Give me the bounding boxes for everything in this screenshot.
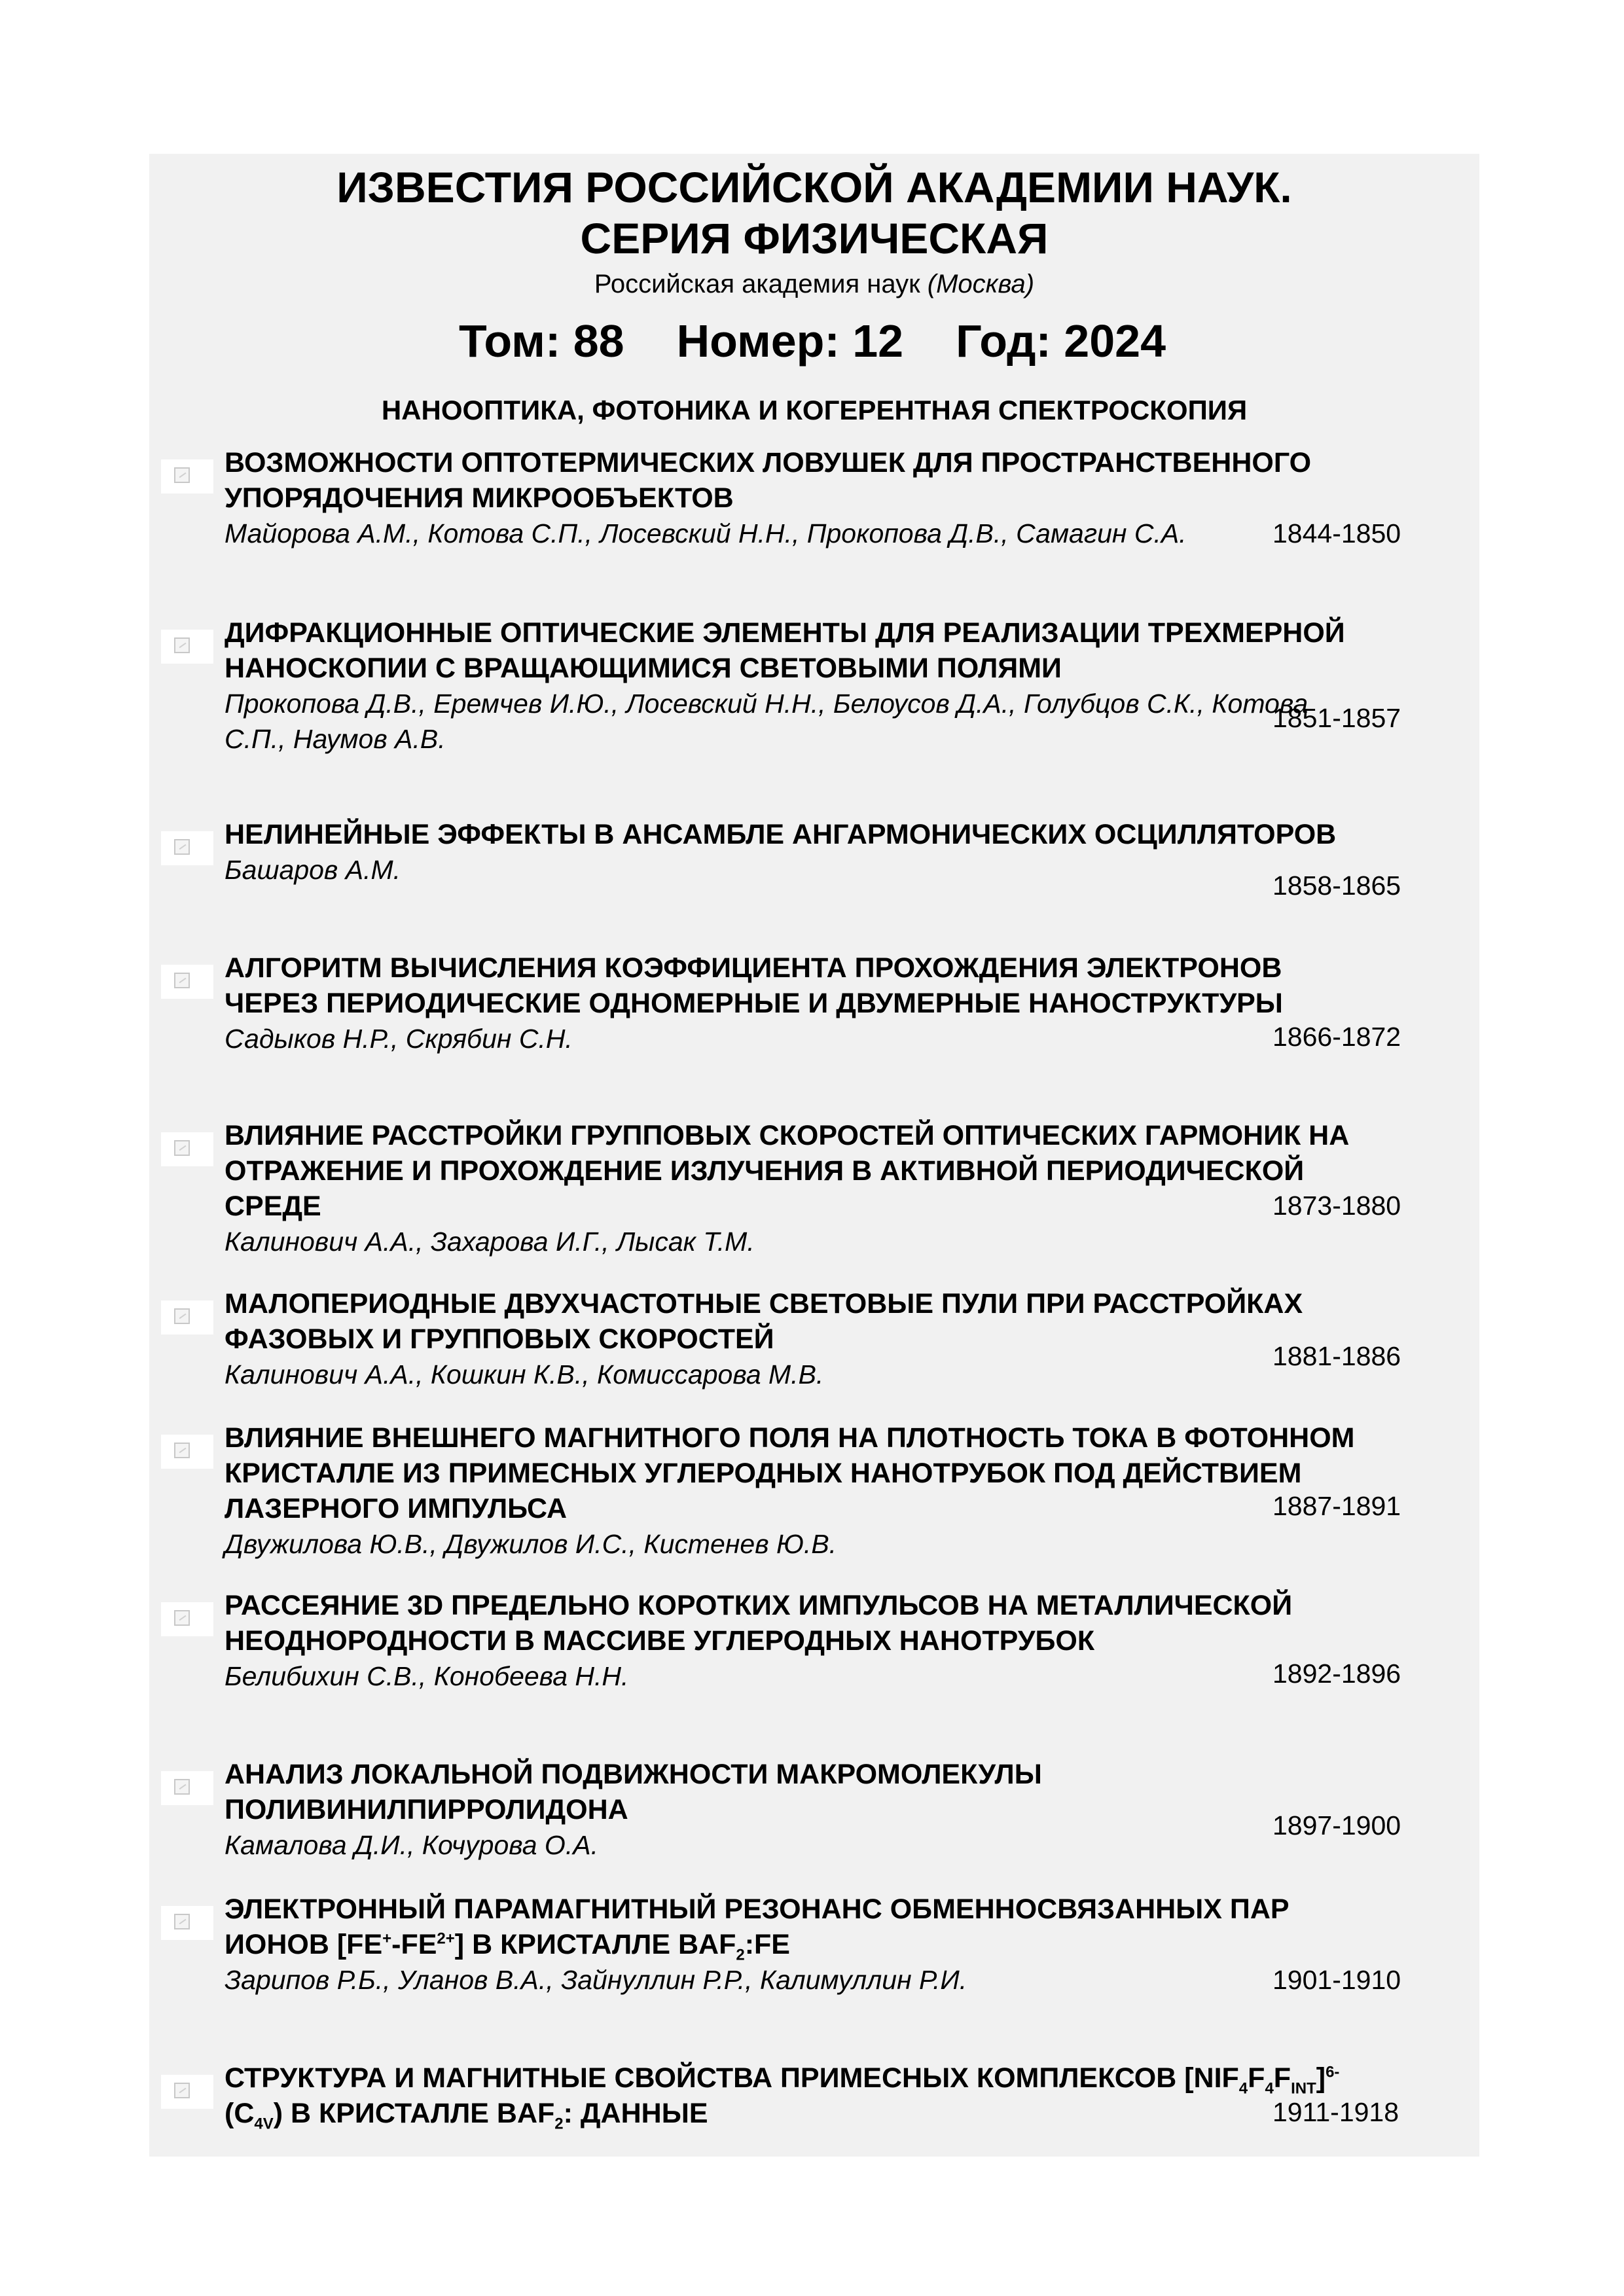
title-text: (C [225, 2098, 255, 2129]
publisher [149, 268, 1479, 300]
journal-title-line-1: ИЗВЕСТИЯ РОССИЙСКОЙ АКАДЕМИИ НАУК. [336, 163, 1292, 211]
article-title[interactable]: ВОЗМОЖНОСТИ ОПТОТЕРМИЧЕСКИХ ЛОВУШЕК ДЛЯ ПРОСТРАНСТВЕННОГО УПОРЯДОЧЕНИЯ МИКРООБЪЕКТОВ [225, 447, 1312, 514]
article-entry [225, 445, 1370, 551]
checkbox-icon [174, 2083, 190, 2098]
article-pages: 1901-1910 [1272, 1965, 1401, 1995]
title-text: F [1248, 2062, 1265, 2094]
article-checkbox[interactable] [161, 1906, 213, 1940]
title-superscript: 2+ [437, 1929, 455, 1948]
article-authors: Садыков Н.Р., Скрябин С.Н. [225, 1024, 573, 1054]
checkbox-icon [174, 1443, 190, 1458]
publisher-city: (Москва) [927, 270, 1035, 298]
checkbox-icon [174, 839, 190, 855]
article-pages: 1866-1872 [1272, 1022, 1401, 1052]
article-pages: 1844-1850 [1272, 518, 1401, 548]
article-authors: Башаров А.М. [225, 855, 401, 885]
article-title[interactable] [225, 2060, 1370, 2131]
journal-title-line-2: СЕРИЯ ФИЗИЧЕСКАЯ [580, 214, 1049, 262]
article-item [149, 445, 1479, 596]
article-title[interactable]: ДИФРАКЦИОННЫЕ ОПТИЧЕСКИЕ ЭЛЕМЕНТЫ ДЛЯ РЕАЛИЗАЦИИ ТРЕХМЕРНОЙ НАНОСКОПИИ С ВРАЩАЮЩИМИСЯ СВЕТОВЫМИ ПОЛЯМИ [225, 617, 1345, 684]
article-pages: 1897-1900 [1272, 1810, 1401, 1840]
checkbox-icon [174, 1308, 190, 1324]
title-text: F [1273, 2062, 1291, 2094]
issue-year: Год: 2024 [956, 315, 1166, 367]
checkbox-icon [174, 637, 190, 653]
article-authors: Камалова Д.И., Кочурова О.А. [225, 1830, 598, 1860]
article-entry [225, 1118, 1370, 1259]
article-authors: Калинович А.А., Кошкин К.В., Комиссарова М.В. [225, 1359, 824, 1390]
title-subscript: 2 [736, 1946, 745, 1964]
article-entry [225, 1420, 1370, 1562]
checkbox-icon [174, 973, 190, 988]
journal-title [149, 154, 1479, 264]
article-checkbox[interactable] [161, 2075, 213, 2109]
article-item [149, 615, 1479, 798]
volume: Том: 88 [458, 315, 624, 367]
article-checkbox[interactable] [161, 1300, 213, 1335]
article-checkbox[interactable] [161, 459, 213, 493]
checkbox-icon [174, 1779, 190, 1795]
article-entry [225, 950, 1370, 1056]
article-checkbox[interactable] [161, 965, 213, 999]
article-authors: Майорова А.М., Котова С.П., Лосевский Н.Н., Прокопова Д.В., Самагин С.А. [225, 518, 1187, 548]
article-title[interactable]: МАЛОПЕРИОДНЫЕ ДВУХЧАСТОТНЫЕ СВЕТОВЫЕ ПУЛИ ПРИ РАССТРОЙКАХ ФАЗОВЫХ И ГРУППОВЫХ СКОРОСТЕЙ [225, 1288, 1303, 1355]
article-pages: 1892-1896 [1272, 1659, 1401, 1689]
article-title[interactable]: РАССЕЯНИЕ 3D ПРЕДЕЛЬНО КОРОТКИХ ИМПУЛЬСОВ НА МЕТАЛЛИЧЕСКОЙ НЕОДНОРОДНОСТИ В МАССИВЕ УГЛЕРОДНЫХ НАНОТРУБОК [225, 1590, 1293, 1657]
article-authors: Двужилова Ю.В., Двужилов И.С., Кистенев Ю.В. [225, 1529, 837, 1559]
article-authors: Прокопова Д.В., Еремчев И.Ю., Лосевский Н.Н., Белоусов Д.А., Голубцов С.К., Котова С.П., Наумов А.В. [225, 689, 1308, 754]
article-entry [225, 1892, 1370, 1998]
journal-header [149, 154, 1479, 427]
article-checkbox[interactable] [161, 1435, 213, 1469]
article-authors: Зарипов Р.Б., Уланов В.А., Зайнуллин Р.Р., Калимуллин Р.И. [225, 1965, 967, 1995]
article-pages: 1858-1865 [1272, 870, 1401, 901]
article-authors: Белибихин С.В., Конобеева Н.Н. [225, 1661, 629, 1691]
article-checkbox[interactable] [161, 1771, 213, 1805]
title-superscript: + [382, 1929, 392, 1948]
title-text: ЭЛЕКТРОННЫЙ ПАРАМАГНИТНЫЙ РЕЗОНАНС ОБМЕННОСВЯЗАННЫХ ПАР ИОНОВ [FE [225, 1893, 1290, 1960]
article-title[interactable]: АЛГОРИТМ ВЫЧИСЛЕНИЯ КОЭФФИЦИЕНТА ПРОХОЖДЕНИЯ ЭЛЕКТРОНОВ ЧЕРЕЗ ПЕРИОДИЧЕСКИЕ ОДНОМЕРНЫЕ И ДВУМЕРНЫЕ НАНОСТРУКТУРЫ [225, 952, 1283, 1019]
article-item [149, 1588, 1479, 1738]
article-checkbox[interactable] [161, 1602, 213, 1636]
article-item [149, 1286, 1479, 1404]
article-entry [225, 615, 1370, 757]
article-pages: 1887-1891 [1272, 1491, 1401, 1521]
article-title[interactable]: ВЛИЯНИЕ РАССТРОЙКИ ГРУППОВЫХ СКОРОСТЕЙ ОПТИЧЕСКИХ ГАРМОНИК НА ОТРАЖЕНИЕ И ПРОХОЖДЕНИЕ ИЗЛУЧЕНИЯ В АКТИВНОЙ ПЕРИОДИЧЕСКОЙ СРЕДЕ [225, 1120, 1350, 1222]
title-superscript: 6- [1326, 2063, 1340, 2081]
publisher-name: Российская академия наук [594, 270, 920, 298]
article-authors: Калинович А.А., Захарова И.Г., Лысак Т.М. [225, 1227, 755, 1257]
article-item [149, 950, 1479, 1101]
article-item [149, 1892, 1479, 2042]
title-subscript: INT [1291, 2079, 1316, 2098]
article-item [149, 817, 1479, 928]
title-text: ] [1316, 2062, 1326, 2094]
article-entry [225, 2060, 1370, 2131]
section-title: НАНООПТИКА, ФОТОНИКА И КОГЕРЕНТНАЯ СПЕКТРОСКОПИЯ [381, 395, 1248, 425]
article-entry [225, 817, 1370, 888]
title-text: :FE [744, 1929, 790, 1960]
title-text: ] В КРИСТАЛЛЕ BAF [454, 1929, 736, 1960]
title-subscript: 4 [1238, 2079, 1248, 2098]
issue-info [147, 314, 1477, 368]
article-item [149, 1118, 1479, 1268]
title-subscript: 4V [254, 2115, 274, 2133]
checkbox-icon [174, 1610, 190, 1626]
title-text: ) В КРИСТАЛЛЕ BAF [273, 2098, 555, 2129]
article-entry [225, 1588, 1370, 1694]
article-checkbox[interactable] [161, 630, 213, 664]
article-title[interactable] [225, 1892, 1370, 1962]
article-checkbox[interactable] [161, 831, 213, 865]
title-text: СТРУКТУРА И МАГНИТНЫЕ СВОЙСТВА ПРИМЕСНЫХ КОМПЛЕКСОВ [NIF [225, 2062, 1239, 2094]
article-title[interactable]: ВЛИЯНИЕ ВНЕШНЕГО МАГНИТНОГО ПОЛЯ НА ПЛОТНОСТЬ ТОКА В ФОТОННОМ КРИСТАЛЛЕ ИЗ ПРИМЕСНЫХ УГЛЕРОДНЫХ НАНОТРУБОК ПОД ДЕЙСТВИЕМ ЛАЗЕРНОГО ИМПУЛЬСА [225, 1422, 1355, 1524]
article-item [149, 1420, 1479, 1571]
checkbox-icon [174, 1140, 190, 1156]
title-subscript: 2 [554, 2115, 564, 2133]
article-entry [225, 1757, 1370, 1863]
article-title[interactable]: НЕЛИНЕЙНЫЕ ЭФФЕКТЫ В АНСАМБЛЕ АНГАРМОНИЧЕСКИХ ОСЦИЛЛЯТОРОВ [225, 819, 1337, 850]
checkbox-icon [174, 1914, 190, 1929]
article-item [149, 1757, 1479, 1874]
article-pages: 1873-1880 [1272, 1191, 1401, 1221]
title-text: -FE [391, 1929, 437, 1960]
article-pages: 1881-1886 [1272, 1341, 1401, 1371]
checkbox-icon [174, 467, 190, 483]
article-title[interactable]: АНАЛИЗ ЛОКАЛЬНОЙ ПОДВИЖНОСТИ МАКРОМОЛЕКУЛЫ ПОЛИВИНИЛПИРРОЛИДОНА [225, 1759, 1042, 1825]
article-pages: 1851-1857 [1272, 703, 1401, 733]
article-entry [225, 1286, 1370, 1392]
article-checkbox[interactable] [161, 1132, 213, 1166]
issue-number: Номер: 12 [676, 315, 904, 367]
title-subscript: 4 [1265, 2079, 1274, 2098]
title-text: : ДАННЫЕ [563, 2098, 708, 2129]
article-item [149, 2060, 1479, 2139]
article-pages: 1911-1918 [1272, 2097, 1399, 2127]
